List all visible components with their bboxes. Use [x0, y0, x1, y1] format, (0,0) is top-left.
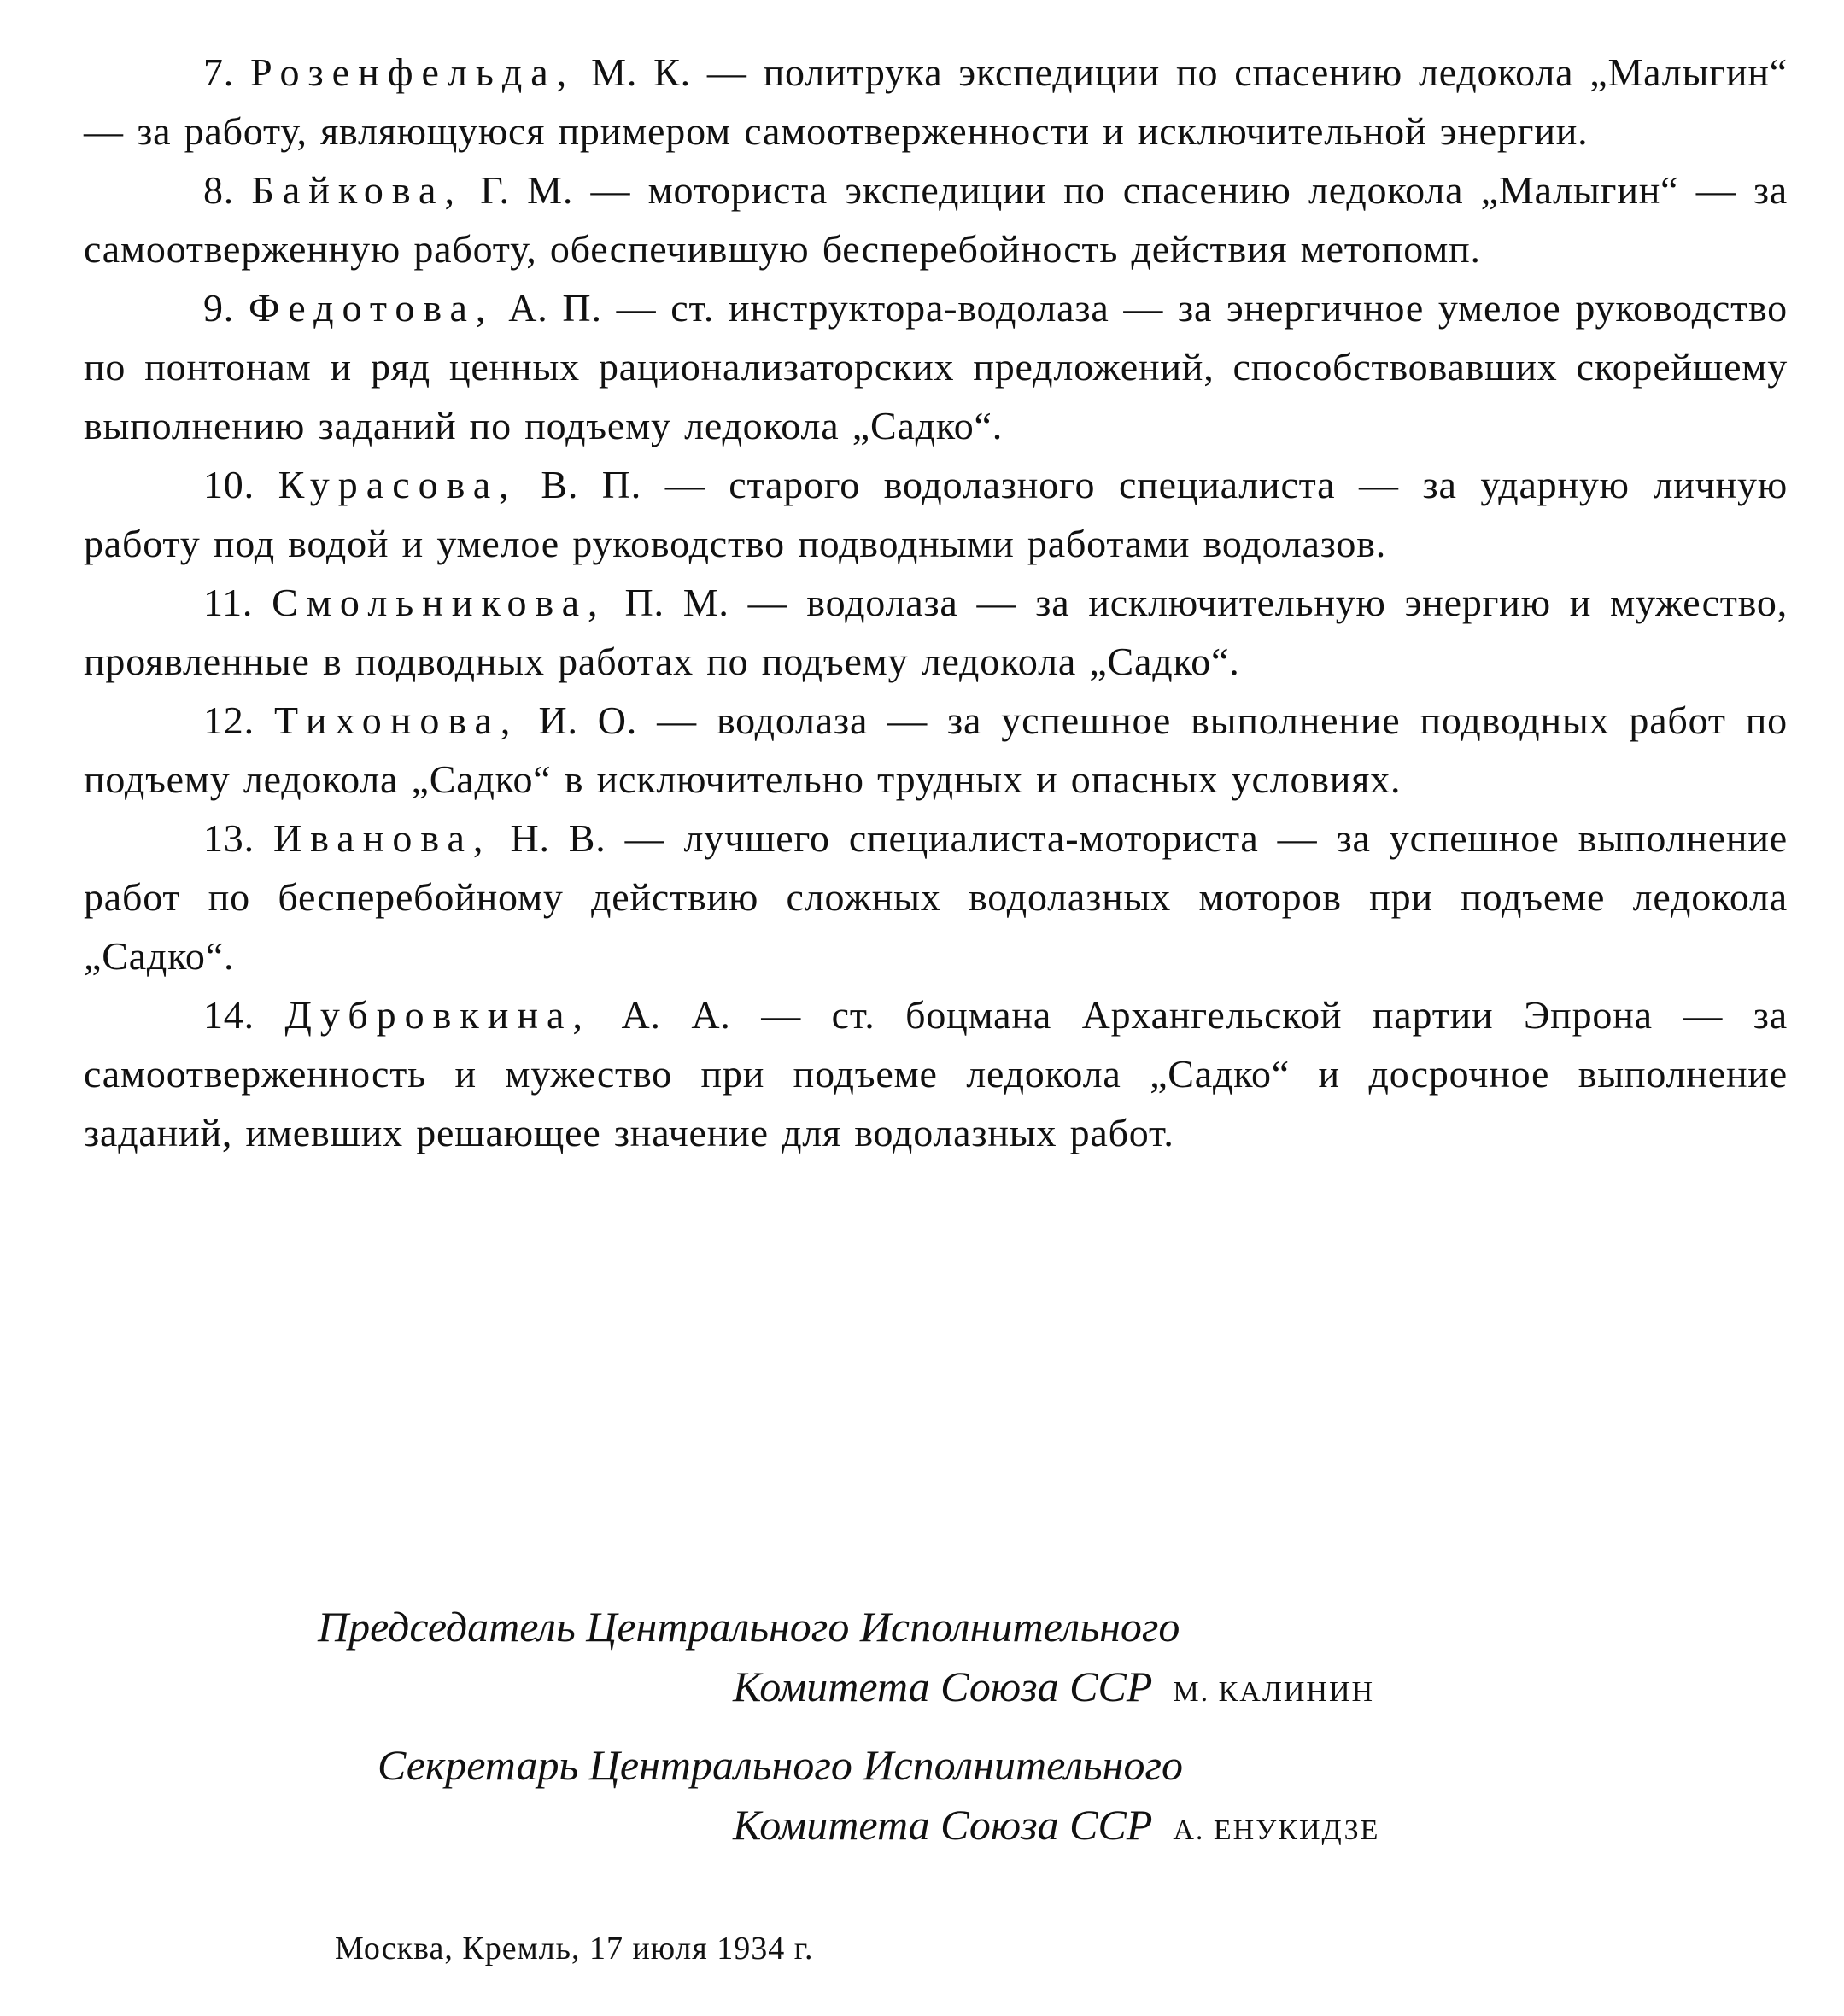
- recipient-name: Курасова,: [278, 463, 518, 506]
- item-number: 7.: [203, 50, 235, 94]
- award-reason: — лучшего специалиста-моториста — за успешное выполнение работ по бесперебойному действию сложных водолазных моторов при подъеме ледокола „Садко“.: [84, 816, 1788, 978]
- chairman-title-line2: [733, 1657, 1374, 1722]
- recipient-initials: П. М.: [624, 581, 729, 624]
- decree-text: [84, 43, 1788, 1162]
- secretary-name: А. ЕНУКИДЗЕ: [1173, 1814, 1380, 1846]
- recipient-initials: Г. М.: [480, 168, 574, 212]
- item-number: 12.: [203, 698, 255, 742]
- secretary-title-line1: Секретарь Центрального Исполнительного: [378, 1741, 1183, 1789]
- award-item-10: [84, 455, 1788, 573]
- recipient-name: Байкова,: [251, 168, 463, 212]
- item-number: 13.: [203, 816, 255, 860]
- recipient-initials: А. П.: [508, 286, 602, 330]
- award-item-7: [84, 43, 1788, 161]
- secretary-title-line2: [733, 1795, 1379, 1861]
- recipient-initials: Н. В.: [510, 816, 606, 860]
- award-item-8: [84, 161, 1788, 278]
- award-reason: — политрука экспедиции по спасению ледокола „Малыгин“ — за работу, являющуюся примером самоотверженности и исключительной энергии.: [84, 50, 1788, 153]
- item-number: 9.: [203, 286, 235, 330]
- recipient-name: Иванова,: [272, 816, 492, 860]
- award-item-9: [84, 278, 1788, 455]
- place-and-date: Москва, Кремль, 17 июля 1934 г.: [335, 1931, 814, 1966]
- item-number: 10.: [203, 463, 255, 506]
- recipient-initials: М. К.: [591, 50, 691, 94]
- chairman-name: М. КАЛИНИН: [1173, 1676, 1375, 1708]
- item-number: 11.: [203, 581, 254, 624]
- award-reason: — водолаза — за исключительную энергию и мужество, проявленные в подводных работах по подъему ледокола „Садко“.: [84, 581, 1788, 683]
- recipient-name: Тихонова,: [273, 698, 519, 742]
- item-number: 8.: [203, 168, 235, 212]
- award-reason: — старого водолазного специалиста — за ударную личную работу под водой и умелое руководство подводными работами водолазов.: [84, 463, 1788, 565]
- recipient-name: Дубровкина,: [284, 993, 591, 1037]
- award-item-14: [84, 985, 1788, 1162]
- recipient-name: Федотова,: [248, 286, 495, 330]
- award-reason: — ст. инструктора-водолаза — за энергичное умелое руководство по понтонам и ряд ценных рационализаторских предложений, способствовавших скорейшему выполнению заданий по подъему ледокола „Садко“.: [84, 286, 1788, 447]
- chairman-title-text: Комитета Союза ССР: [733, 1662, 1153, 1710]
- award-item-13: [84, 809, 1788, 985]
- recipient-initials: И. О.: [538, 698, 638, 742]
- award-reason: — ст. боцмана Архангельской партии Эпрона — за самоотверженность и мужество при подъеме ледокола „Садко“ и досрочное выполнение заданий, имевших решающее значение для водолазных работ.: [84, 993, 1788, 1154]
- recipient-name: Розенфельда,: [250, 50, 576, 94]
- award-reason: — моториста экспедиции по спасению ледокола „Малыгин“ — за самоотверженную работу, обеспечившую бесперебойность действия метопомп.: [84, 168, 1788, 271]
- item-number: 14.: [203, 993, 255, 1037]
- secretary-title-text: Комитета Союза ССР: [733, 1801, 1153, 1849]
- recipient-name: Смольникова,: [272, 581, 606, 624]
- award-reason: — водолаза — за успешное выполнение подводных работ по подъему ледокола „Садко“ в исключительно трудных и опасных условиях.: [84, 698, 1788, 801]
- recipient-initials: А. А.: [621, 993, 731, 1037]
- recipient-initials: В. П.: [541, 463, 642, 506]
- award-item-12: [84, 691, 1788, 809]
- award-item-11: [84, 573, 1788, 691]
- chairman-title-line1: Председатель Центрального Исполнительного: [318, 1603, 1180, 1651]
